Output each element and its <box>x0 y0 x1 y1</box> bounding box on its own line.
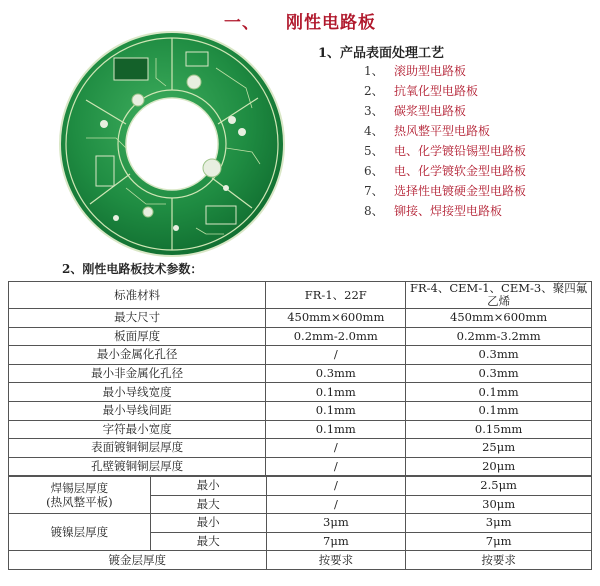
table-row: 最小导线宽度 0.1mm 0.1mm <box>9 383 592 402</box>
section1-heading: 1、产品表面处理工艺 <box>318 46 445 61</box>
list-item: 6、 电、化学镀软金型电路板 <box>364 164 527 178</box>
solder-label-cell: 焊锡层厚度 (热风整平板) <box>9 477 151 514</box>
list-item: 5、 电、化学镀铅锡型电路板 <box>364 144 527 158</box>
table-row: 镀镍层厚度 最小 3μm 3μm <box>9 514 592 533</box>
list-item: 7、 选择性电镀硬金型电路板 <box>364 184 527 198</box>
table-row: 最小金属化孔径 / 0.3mm <box>9 346 592 365</box>
list-item: 1、 滚助型电路板 <box>364 64 467 78</box>
pcb-board-image <box>56 28 288 260</box>
list-item: 8、 铆接、焊接型电路板 <box>364 204 503 218</box>
list-item: 2、 抗氧化型电路板 <box>364 84 479 98</box>
nickel-label-cell: 镀镍层厚度 <box>9 514 151 551</box>
title-number: 一、 <box>224 13 260 33</box>
table-row: 最大 7μm 7μm <box>9 532 592 551</box>
gold-label-cell: 镀金层厚度 <box>9 551 267 570</box>
list-item: 3、 碳浆型电路板 <box>364 104 467 118</box>
spec-table <box>8 281 592 476</box>
header-col-b: FR-4、CEM-1、CEM-3、聚四氟乙烯 <box>406 282 592 309</box>
table-row: 最小导线间距 0.1mm 0.1mm <box>9 401 592 420</box>
spec-table-split <box>8 476 592 570</box>
list-item: 4、 热风整平型电路板 <box>364 124 491 138</box>
table-row: 焊锡层厚度 (热风整平板) 最小 / 2.5μm <box>9 477 592 496</box>
table-row: 字符最小宽度 0.1mm 0.15mm <box>9 420 592 439</box>
table-row: 最大 / 30μm <box>9 495 592 514</box>
table-header-row <box>9 282 592 309</box>
table-row: 最大尺寸 450mm×600mm 450mm×600mm <box>9 309 592 328</box>
header-material: 标准材料 <box>9 282 266 309</box>
header-col-a: FR-1、22F <box>266 282 406 309</box>
table-row: 表面镀铜铜层厚度 / 25μm <box>9 439 592 458</box>
table-row: 孔壁镀铜铜层厚度 / 20μm <box>9 457 592 476</box>
section2-heading: 2、刚性电路板技术参数： <box>62 262 203 276</box>
surface-process-list <box>364 62 526 222</box>
table-row: 镀金层厚度 按要求 按要求 <box>9 551 592 570</box>
table-row: 板面厚度 0.2mm-2.0mm 0.2mm-3.2mm <box>9 327 592 346</box>
title-text: 刚性电路板 <box>286 13 376 33</box>
table-row: 最小非金属化孔径 0.3mm 0.3mm <box>9 364 592 383</box>
